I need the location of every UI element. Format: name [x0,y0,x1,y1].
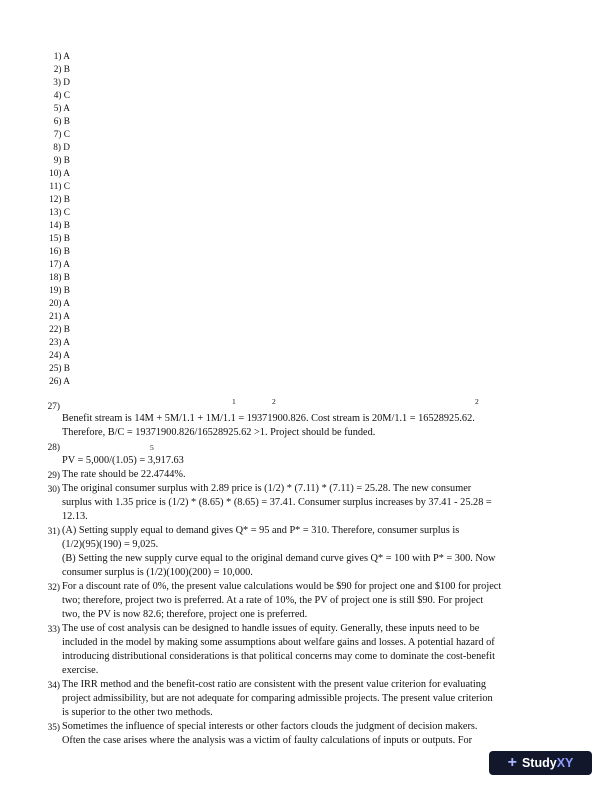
mc-answer-item: 23) A [49,338,70,348]
question-number: 27) [47,402,60,412]
answer-text-line: exercise. [62,665,99,676]
question-number: 29) [47,471,60,481]
answer-text-line: The original consumer surplus with 2.89 price is (1/2) * (7.11) * (7.11) = 25.28. The new consumer [62,483,472,494]
answer-text-line: introducing distributional considerations is that political concerns may come to dominate the cost-benefit [62,651,495,662]
question-number: 31) [47,527,60,537]
superscript-exponent: 1 [232,397,236,406]
mc-answer-item: 3) D [53,78,70,88]
mc-answer-item: 4) C [53,91,70,101]
mc-answer-item: 8) D [53,143,70,153]
question-number: 28) [47,443,60,453]
mc-answer-item: 2) B [53,65,70,75]
answer-text-line: project admissibility, but are not adequate for comparing admissible projects. The present value criterion [62,693,493,704]
mc-answer-item: 1) A [53,52,70,62]
answer-text-line: two; therefore, project two is preferred. At a rate of 10%, the PV of project one is still $90. For project [62,595,484,606]
answer-text-line: two, the PV is now 82.6; therefore, project one is preferred. [62,609,308,620]
answer-text-line: For a discount rate of 0%, the present value calculations would be $90 for project one and $100 for project [62,581,502,592]
answer-text-line: The IRR method and the benefit-cost ratio are consistent with the present value criterion for evaluating [62,679,487,690]
answer-text-line: Often the case arises where the analysis was a victim of faulty calculations of inputs or outputs. For [62,735,473,746]
superscript-exponent: 2 [475,397,479,406]
mc-answer-item: 22) B [49,325,70,335]
answer-text-line: The rate should be 22.4744%. [62,469,186,480]
mc-answer-item: 24) A [49,351,70,361]
answer-text-line: included in the model by making some assumptions about welfare gains and losses. A potential hazard of [62,637,495,648]
mc-answer-item: 17) A [49,260,70,270]
mc-answer-item: 5) A [53,104,70,114]
mc-answer-item: 18) B [49,273,70,283]
answer-text-line: PV = 5,000/(1.05) = 3,917.63 [62,455,184,466]
mc-answer-item: 15) B [49,234,70,244]
answer-text-line: 12.13. [62,511,88,522]
mc-answer-item: 9) B [53,156,70,166]
mc-answer-item: 21) A [49,312,70,322]
superscript-exponent: 2 [272,397,276,406]
superscript-exponent: 5 [150,443,154,452]
question-number: 30) [47,485,60,495]
studyxy-badge[interactable] [489,751,592,775]
mc-answer-item: 12) B [49,195,70,205]
question-number: 32) [47,583,60,593]
plus-icon: + [507,754,517,771]
question-number: 35) [47,723,60,733]
mc-answer-item: 11) C [49,182,70,192]
mc-answer-item: 14) B [49,221,70,231]
answer-text-line: (1/2)(95)(190) = 9,025. [62,539,159,550]
answer-text-line: Benefit stream is 14M + 5M/1.1 + 1M/1.1 = 19371900.826. Cost stream is 20M/1.1 = 16528925.62. [62,413,475,424]
answer-text-line: (B) Setting the new supply curve equal to the original demand curve gives Q* = 100 with P* = 300. Now [62,553,496,564]
brand-name: StudyXY [521,756,574,770]
mc-answer-item: 13) C [49,208,70,218]
answer-text-line: surplus with 1.35 price is (1/2) * (8.65) * (8.65) = 37.41. Consumer surplus increases by 37.41 - 25.28 = [62,497,492,508]
mc-answer-item: 20) A [49,299,70,309]
answer-text-line: is superior to the other two methods. [62,707,213,718]
mc-answer-item: 7) C [53,130,70,140]
answer-text-line: consumer surplus is (1/2)(100)(200) = 10,000. [62,567,253,578]
answer-text-line: (A) Setting supply equal to demand gives Q* = 95 and P* = 310. Therefore, consumer surplus is [62,525,460,536]
mc-answer-item: 6) B [53,117,70,127]
answer-text-line: The use of cost analysis can be designed to handle issues of equity. Generally, these inputs need to be [62,623,480,634]
mc-answer-item: 19) B [49,286,70,296]
question-number: 34) [47,681,60,691]
answer-text-line: Therefore, B/C = 19371900.826/16528925.62 >1. Project should be funded. [62,427,376,438]
question-number: 33) [47,625,60,635]
answer-text-line: Sometimes the influence of special interests or other factors clouds the judgment of decision makers. [62,721,478,732]
mc-answer-item: 25) B [49,364,70,374]
mc-answer-item: 16) B [49,247,70,257]
mc-answer-item: 10) A [49,169,70,179]
mc-answer-item: 26) A [49,377,70,387]
